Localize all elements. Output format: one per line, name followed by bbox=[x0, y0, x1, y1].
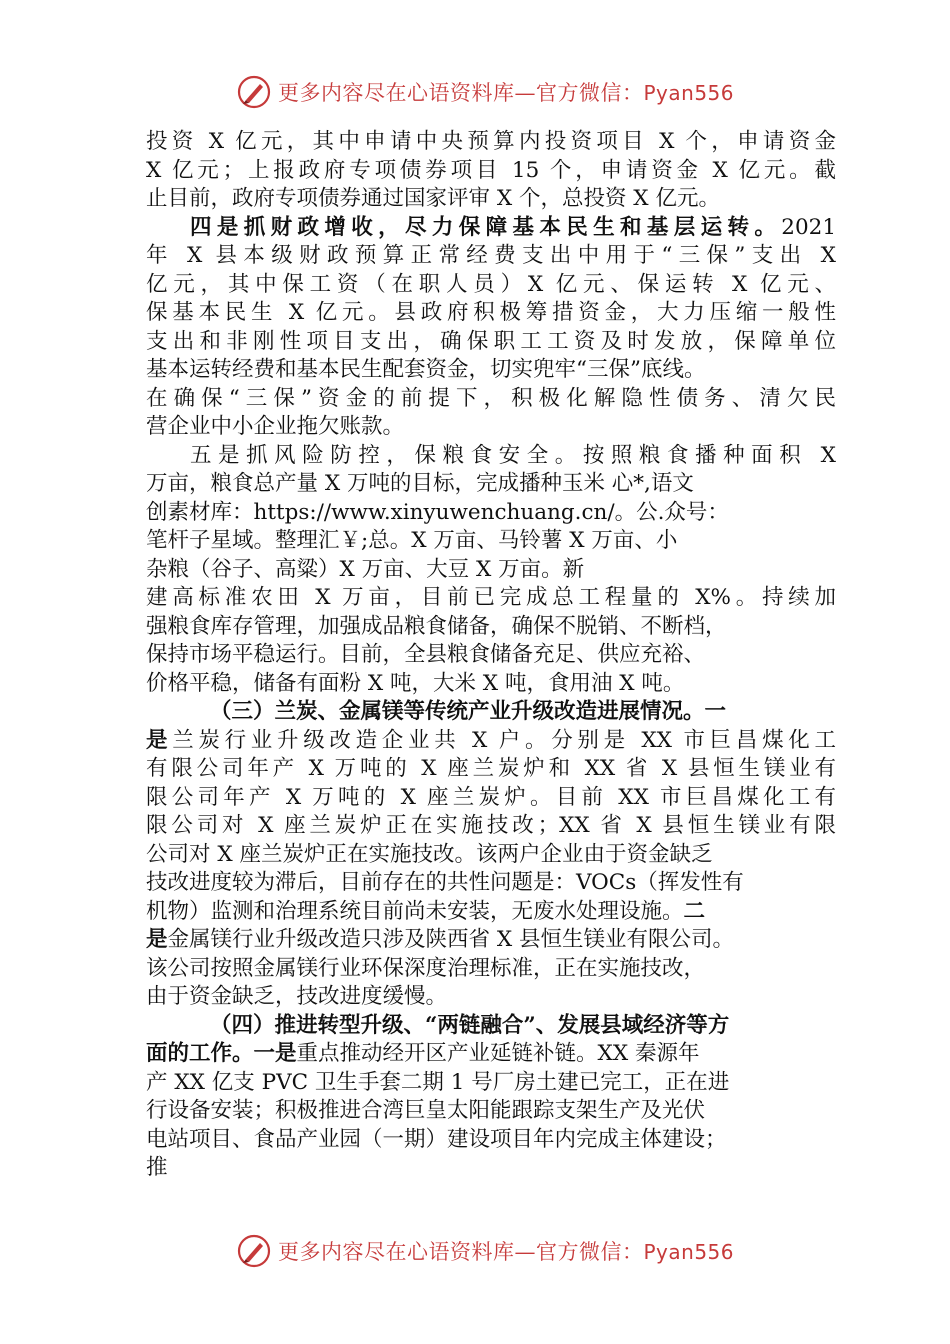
watermark-header bbox=[236, 72, 734, 112]
text-line: 五是抓风险防控，保粮食安全。按照粮食播种面积 X bbox=[190, 442, 836, 468]
text-line: 电站项目、食品产业园（一期）建设项目年内完成主体建设； bbox=[146, 1126, 727, 1152]
text-line: 基本运转经费和基本民生配套资金，切实兜牢“三保”底线。 bbox=[146, 357, 706, 382]
text-line: 公司对 X 座兰炭炉正在实施技改。该两户企业由于资金缺乏 bbox=[146, 841, 713, 867]
bold-heading: 是 bbox=[146, 927, 168, 952]
text-line: 年 X 县本级财政预算正常经费支出中用于“三保”支出 X bbox=[146, 243, 836, 268]
bold-heading: 面的工作。一是 bbox=[146, 1041, 297, 1066]
watermark-text: 更多内容尽在心语资料库—官方微信：Pyan556 bbox=[278, 1240, 735, 1264]
text-line: 技改进度较为滞后，目前存在的共性问题是：VOCs（挥发性有 bbox=[146, 870, 744, 895]
text-line: 笔杆子星域。整理汇￥;总。X 万亩、马铃薯 X 万亩、小 bbox=[146, 528, 678, 553]
text-line: 投资 X 亿元，其中申请中央预算内投资项目 X 个，申请资金 bbox=[146, 129, 836, 154]
bold-heading: 二 bbox=[683, 898, 706, 924]
text-line: 营企业中小企业拖欠账款。 bbox=[146, 414, 405, 439]
text-line: 由于资金缺乏，技改进度缓慢。 bbox=[146, 984, 448, 1009]
text-line: 面的工作。一是重点推动经开区产业延链补链。XX 秦源年 bbox=[146, 1041, 700, 1066]
text-line: 限公司年产 X 万吨的 X 座兰炭炉。目前 XX 市巨昌煤化工有 bbox=[146, 784, 836, 810]
text-line bbox=[146, 1012, 836, 1041]
text-line: 限公司对 X 座兰炭炉正在实施技改；XX 省 X 县恒生镁业有限 bbox=[146, 813, 836, 838]
text-line: 机物）监测和治理系统目前尚未安装，无废水处理设施。二 bbox=[146, 898, 706, 924]
text-line: 产 XX 亿支 PVC 卫生手套二期 1 号厂房土建已完工，正在进 bbox=[146, 1069, 730, 1095]
bold-heading: （三）兰炭、金属镁等传统产业升级改造进展情况。一 bbox=[210, 699, 727, 724]
watermark-text: 更多内容尽在心语资料库—官方微信：Pyan556 bbox=[278, 81, 735, 105]
text-line: 在确保“三保”资金的前提下，积极化解隐性债务、清欠民 bbox=[146, 385, 836, 411]
text-line: 四是抓财政增收，尽力保障基本民生和基层运转。2021 bbox=[190, 214, 836, 240]
text-line: 支出和非刚性项目支出，确保职工工资及时发放，保障单位 bbox=[146, 328, 836, 354]
text-line: 是金属镁行业升级改造只涉及陕西省 X 县恒生镁业有限公司。 bbox=[146, 927, 734, 952]
text-line: 杂粮（谷子、高粱）X 万亩、大豆 X 万亩。新 bbox=[146, 556, 585, 582]
text-line: 价格平稳，储备有面粉 X 吨，大米 X 吨，食用油 X 吨。 bbox=[146, 670, 685, 696]
text-line: 该公司按照金属镁行业环保深度治理标准，正在实施技改， bbox=[146, 955, 706, 981]
text-line: 万亩，粮食总产量 X 万吨的目标，完成播种玉米 心*,语文 bbox=[146, 471, 694, 496]
text-line: 行设备安装；积极推进合湾巨皇太阳能跟踪支架生产及光伏 bbox=[146, 1098, 706, 1123]
text-line: 是兰炭行业升级改造企业共 X 户。分别是 XX 市巨昌煤化工 bbox=[146, 727, 836, 753]
bold-heading: 是 bbox=[146, 727, 173, 753]
text-line: 推 bbox=[146, 1155, 168, 1180]
document-body bbox=[146, 128, 836, 1183]
text-line bbox=[146, 698, 836, 727]
watermark-footer bbox=[236, 1231, 734, 1271]
text-line: X 亿元；上报政府专项债券项目 15 个，申请资金 X 亿元。截 bbox=[146, 157, 836, 183]
text-line: 保基本民生 X 亿元。县政府积极筹措资金，大力压缩一般性 bbox=[146, 300, 836, 325]
text-line: 建高标准农田 X 万亩，目前已完成总工程量的 X%。持续加 bbox=[146, 585, 836, 610]
text-line: 强粮食库存管理，加强成品粮食储备，确保不脱销、不断档， bbox=[146, 613, 727, 639]
bold-heading: 四是抓财政增收，尽力保障基本民生和基层运转。 bbox=[190, 214, 782, 240]
pen-logo-icon bbox=[236, 1233, 272, 1269]
pen-logo-icon bbox=[236, 74, 272, 110]
text-line: 有限公司年产 X 万吨的 X 座兰炭炉和 XX 省 X 县恒生镁业有 bbox=[146, 756, 836, 781]
text-line: 亿元，其中保工资（在职人员）X 亿元、保运转 X 亿元、 bbox=[146, 271, 836, 297]
text-line: 创素材库：https://www.xinyuwenchuang.cn/。公.众号： bbox=[146, 499, 729, 525]
text-line: 止目前，政府专项债券通过国家评审 X 个，总投资 X 亿元。 bbox=[146, 186, 720, 211]
text-line: 保持市场平稳运行。目前，全县粮食储备充足、供应充裕、 bbox=[146, 642, 706, 667]
bold-heading: （四）推进转型升级、“两链融合”、发展县域经济等方 bbox=[210, 1012, 730, 1038]
